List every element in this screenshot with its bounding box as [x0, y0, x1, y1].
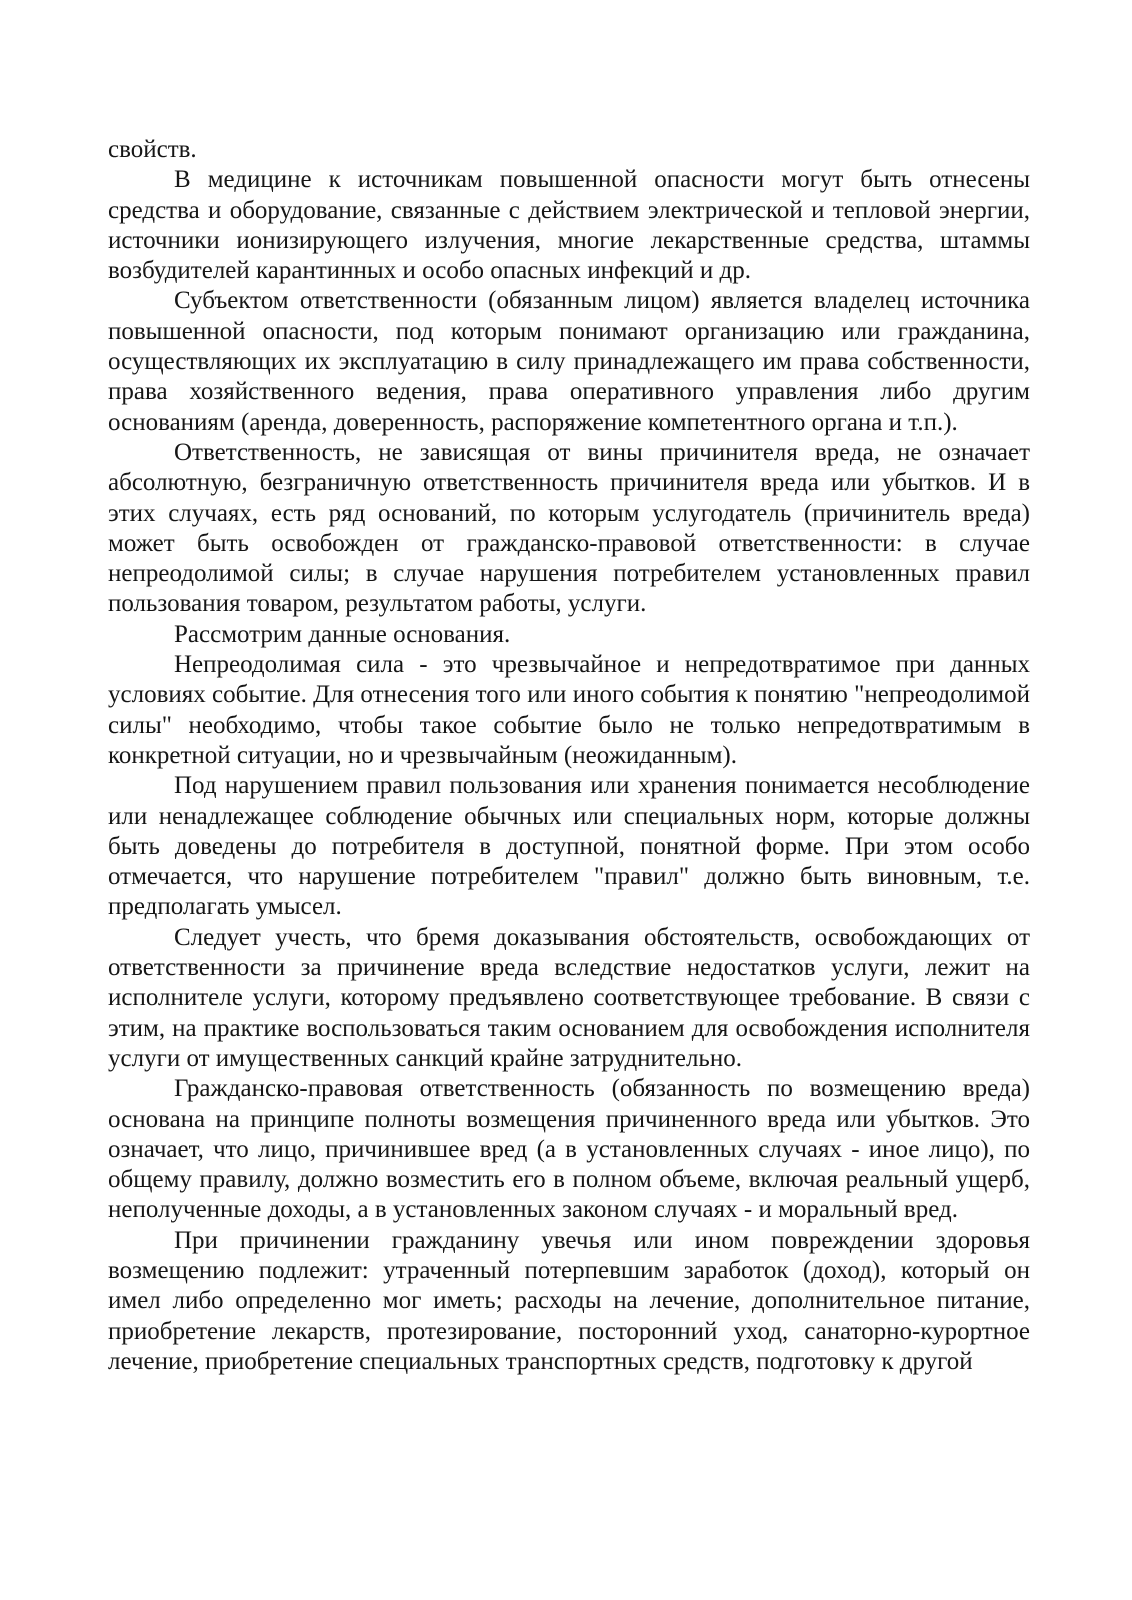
paragraph-burden-of-proof: Следует учесть, что бремя доказывания обстоятельств, освобождающих от ответственности за причинение вреда вследствие недостатков услуги, лежит на исполнителе услуги, которому предъявлено соответствующее требование. В связи с этим, на практике воспользоваться таким основанием для освобождения исполнителя услуги от имущественных санкций крайне затруднительно. — [108, 923, 1030, 1072]
paragraph-rules-violation: Под нарушением правил пользования или хранения понимается несоблюдение или ненадлежащее соблюдение обычных или специальных норм, которые должны быть доведены до потребителя в доступной, понятной форме. При этом особо отмечается, что нарушение потребителем "правил" должно быть виновным, т.е. предполагать умысел. — [108, 772, 1030, 921]
document-body — [108, 135, 1030, 1377]
paragraph-consider-grounds: Рассмотрим данные основания. — [174, 620, 511, 648]
paragraph-continuation: свойств. — [108, 136, 197, 163]
paragraph-medicine-sources: В медицине к источникам повышенной опасности могут быть отнесены средства и оборудование, связанные с действием электрической и тепловой энергии, источники ионизирующего излучения, многие лекарственные средства, штаммы возбудителей карантинных и особо опасных инфекций и др. — [108, 166, 1030, 285]
paragraph-health-damage: При причинении гражданину увечья или ином повреждении здоровья возмещению подлежит: утраченный потерпевшим заработок (доход), который он имел либо определенно мог иметь; расходы на лечение, дополнительное питание, приобретение лекарств, протезирование, посторонний уход, санаторно-курортное лечение, приобретение специальных транспортных средств, подготовку к другой — [108, 1226, 1030, 1375]
paragraph-liability-subject: Субъектом ответственности (обязанным лицом) является владелец источника повышенной опасности, под которым понимают организацию или гражданина, осуществляющих их эксплуатацию в силу принадлежащего им права собственности, права хозяйственного ведения, права оперативного управления либо другим основаниям (аренда, доверенность, распоряжение компетентного органа и т.п.). — [108, 287, 1030, 436]
paragraph-force-majeure: Непреодолимая сила - это чрезвычайное и непредотвратимое при данных условиях событие. Для отнесения того или иного события к понятию "непреодолимой силы" необходимо, чтобы такое событие было не только непредотвратимым в конкретной ситуации, но и чрезвычайным (неожиданным). — [108, 651, 1030, 769]
paragraph-full-compensation: Гражданско-правовая ответственность (обязанность по возмещению вреда) основана на принципе полноты возмещения причиненного вреда или убытков. Это означает, что лицо, причинившее вред (а в установленных случаях - иное лицо), по общему правилу, должно возместить его в полном объеме, включая реальный ущерб, неполученные доходы, а в установленных законом случаях - и моральный вред. — [108, 1075, 1030, 1224]
paragraph-liability-without-fault: Ответственность, не зависящая от вины причинителя вреда, не означает абсолютную, безграничную ответственность причинителя вреда или убытков. И в этих случаях, есть ряд оснований, по которым услугодатель (причинитель вреда) может быть освобожден от гражданско-правовой ответственности: в случае непреодолимой силы; в случае нарушения потребителем установленных правил пользования товаром, результатом работы, услуги. — [108, 438, 1030, 618]
